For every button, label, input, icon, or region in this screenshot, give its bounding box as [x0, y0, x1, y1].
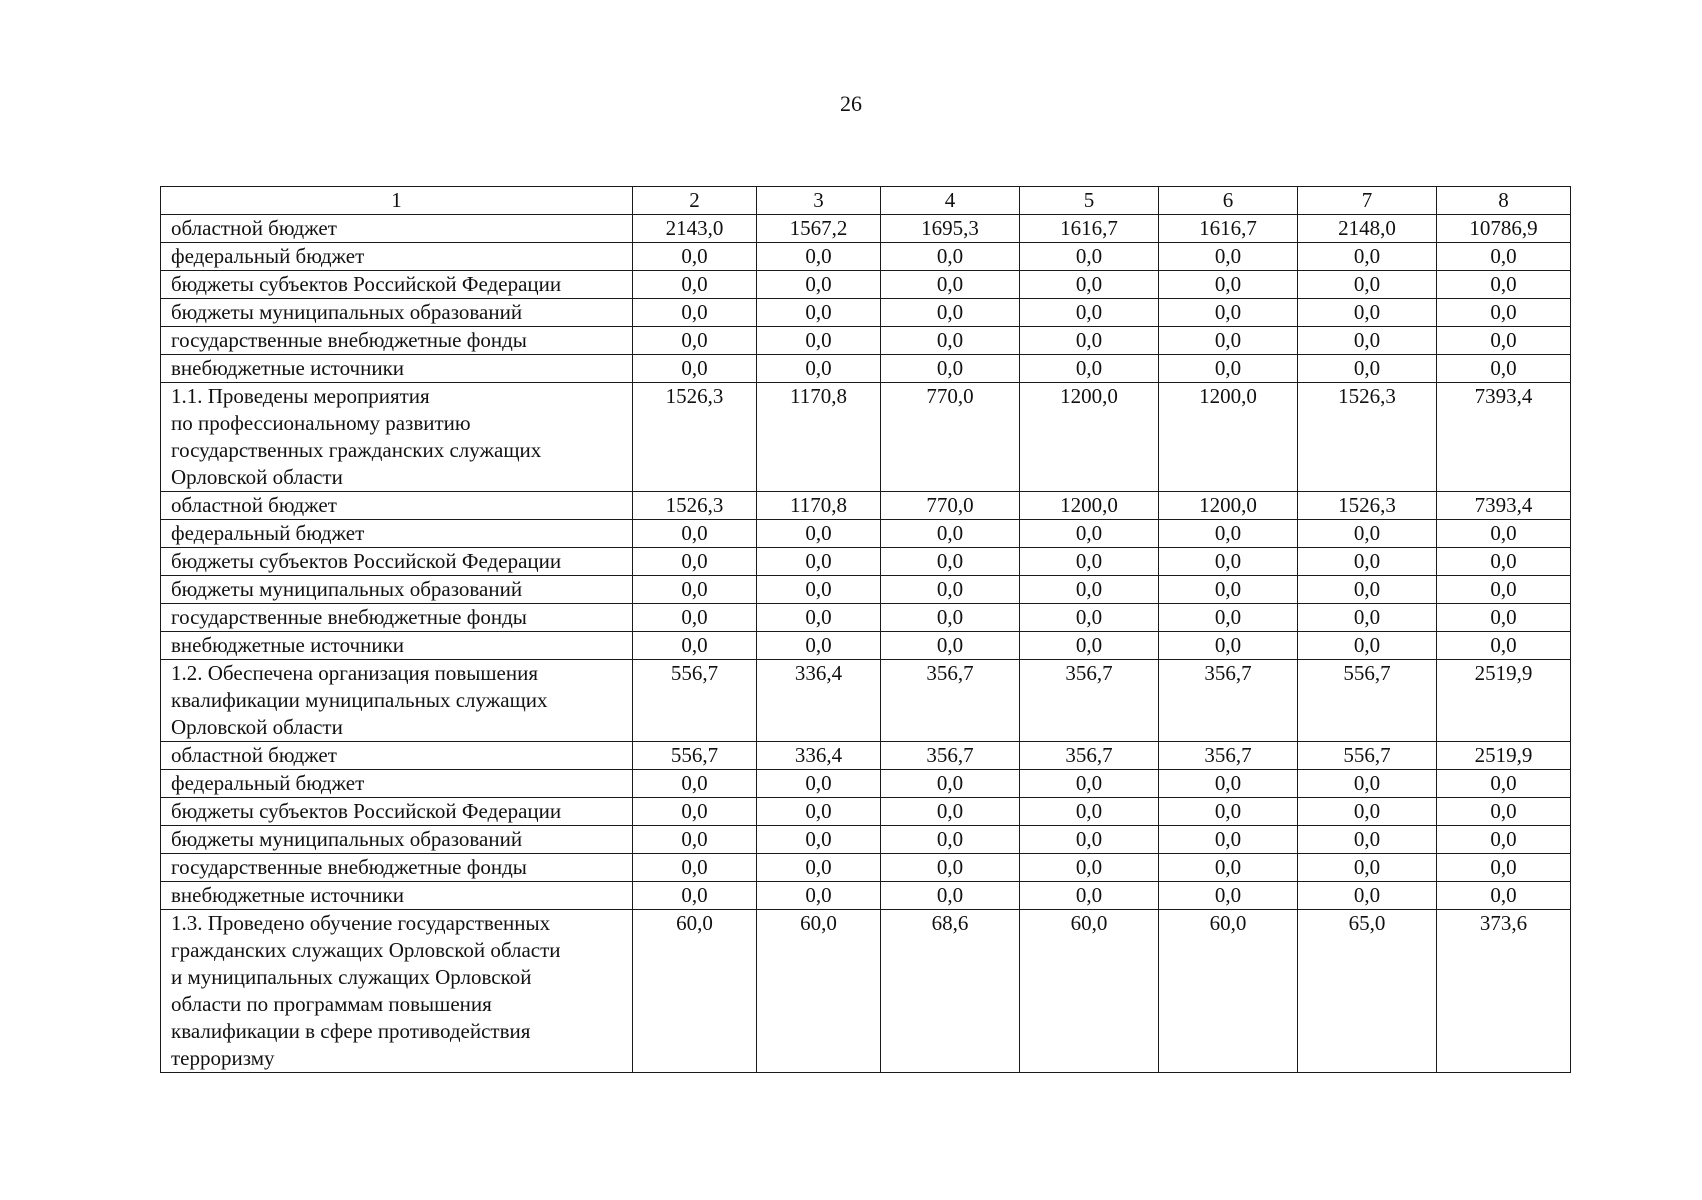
- value-cell: 7393,4: [1437, 383, 1571, 492]
- value-cell: 0,0: [757, 271, 881, 299]
- value-cell: 1526,3: [1298, 492, 1437, 520]
- value-cell: 0,0: [633, 854, 757, 882]
- value-cell: 0,0: [633, 299, 757, 327]
- row-label: [171, 271, 628, 298]
- value-cell: 0,0: [757, 770, 881, 798]
- row-label-line: федеральный бюджет: [171, 521, 365, 545]
- column-header: 2: [633, 187, 757, 215]
- value-cell: 60,0: [1159, 910, 1298, 1073]
- value-cell: 0,0: [757, 576, 881, 604]
- row-label: [171, 854, 628, 881]
- value-cell: 0,0: [1020, 854, 1159, 882]
- value-cell: 556,7: [633, 660, 757, 742]
- value-cell: 0,0: [1437, 826, 1571, 854]
- value-cell: 0,0: [633, 243, 757, 271]
- value-cell: 0,0: [1298, 882, 1437, 910]
- value-cell: 0,0: [1020, 882, 1159, 910]
- value-cell: 356,7: [1159, 660, 1298, 742]
- value-cell: 0,0: [1298, 576, 1437, 604]
- row-label: [171, 299, 628, 326]
- value-cell: 0,0: [1437, 355, 1571, 383]
- table-header-row: [161, 187, 1571, 215]
- value-cell: 60,0: [757, 910, 881, 1073]
- row-label-cell: [161, 798, 633, 826]
- value-cell: 10786,9: [1437, 215, 1571, 243]
- value-cell: 0,0: [633, 271, 757, 299]
- row-label: [171, 520, 628, 547]
- value-cell: 60,0: [1020, 910, 1159, 1073]
- column-header: 3: [757, 187, 881, 215]
- row-label-line: внебюджетные источники: [171, 356, 405, 380]
- value-cell: 1567,2: [757, 215, 881, 243]
- value-cell: 0,0: [1298, 826, 1437, 854]
- table-body: [161, 187, 1571, 1073]
- value-cell: 0,0: [1437, 632, 1571, 660]
- table-row: [161, 632, 1571, 660]
- value-cell: 0,0: [881, 327, 1020, 355]
- value-cell: 65,0: [1298, 910, 1437, 1073]
- row-label-cell: [161, 215, 633, 243]
- value-cell: 1695,3: [881, 215, 1020, 243]
- value-cell: 770,0: [881, 383, 1020, 492]
- value-cell: 0,0: [1298, 299, 1437, 327]
- row-label-line: и муниципальных служащих Орловской: [171, 965, 532, 989]
- value-cell: 1616,7: [1020, 215, 1159, 243]
- value-cell: 0,0: [633, 327, 757, 355]
- value-cell: 0,0: [633, 355, 757, 383]
- value-cell: 0,0: [757, 604, 881, 632]
- row-label-line: бюджеты субъектов Российской Федерации: [171, 799, 562, 823]
- table-row: [161, 604, 1571, 632]
- value-cell: 0,0: [1159, 770, 1298, 798]
- budget-table: [160, 186, 1571, 1073]
- value-cell: 0,0: [757, 826, 881, 854]
- value-cell: 356,7: [881, 660, 1020, 742]
- row-label-cell: [161, 826, 633, 854]
- row-label: [171, 910, 628, 1072]
- value-cell: 0,0: [757, 327, 881, 355]
- value-cell: 1526,3: [1298, 383, 1437, 492]
- column-header: 7: [1298, 187, 1437, 215]
- value-cell: 373,6: [1437, 910, 1571, 1073]
- value-cell: 0,0: [881, 299, 1020, 327]
- row-label-line: 1.3. Проведено обучение государственных: [171, 911, 551, 935]
- value-cell: 0,0: [1159, 327, 1298, 355]
- value-cell: 0,0: [1437, 327, 1571, 355]
- value-cell: 0,0: [1437, 520, 1571, 548]
- row-label: [171, 660, 628, 741]
- value-cell: 0,0: [1437, 576, 1571, 604]
- value-cell: 0,0: [633, 798, 757, 826]
- value-cell: 2143,0: [633, 215, 757, 243]
- value-cell: 0,0: [757, 632, 881, 660]
- table-row: [161, 548, 1571, 576]
- value-cell: 60,0: [633, 910, 757, 1073]
- row-label: [171, 492, 628, 519]
- row-label-cell: [161, 383, 633, 492]
- value-cell: 0,0: [1020, 299, 1159, 327]
- column-header: 8: [1437, 187, 1571, 215]
- row-label-line: 1.1. Проведены мероприятия: [171, 384, 430, 408]
- value-cell: 0,0: [633, 520, 757, 548]
- value-cell: 0,0: [1020, 632, 1159, 660]
- value-cell: 0,0: [757, 854, 881, 882]
- row-label-line: государственных гражданских служащих: [171, 438, 542, 462]
- value-cell: 0,0: [1020, 271, 1159, 299]
- page-number: 26: [840, 91, 862, 116]
- value-cell: 0,0: [1159, 604, 1298, 632]
- value-cell: 0,0: [1159, 826, 1298, 854]
- value-cell: 0,0: [881, 548, 1020, 576]
- row-label-cell: [161, 742, 633, 770]
- value-cell: 556,7: [1298, 742, 1437, 770]
- value-cell: 0,0: [1159, 271, 1298, 299]
- value-cell: 0,0: [1298, 632, 1437, 660]
- value-cell: 0,0: [1437, 770, 1571, 798]
- value-cell: 0,0: [881, 882, 1020, 910]
- table-row: [161, 383, 1571, 492]
- value-cell: 0,0: [1020, 548, 1159, 576]
- value-cell: 0,0: [1298, 854, 1437, 882]
- row-label-line: областной бюджет: [171, 493, 337, 517]
- column-header: 6: [1159, 187, 1298, 215]
- value-cell: 0,0: [757, 243, 881, 271]
- value-cell: 0,0: [1437, 882, 1571, 910]
- table-row: [161, 520, 1571, 548]
- value-cell: 336,4: [757, 742, 881, 770]
- value-cell: 0,0: [1437, 604, 1571, 632]
- value-cell: 0,0: [1298, 355, 1437, 383]
- row-label-cell: [161, 770, 633, 798]
- value-cell: 0,0: [881, 798, 1020, 826]
- value-cell: 356,7: [1159, 742, 1298, 770]
- row-label-cell: [161, 660, 633, 742]
- row-label-line: бюджеты муниципальных образований: [171, 577, 523, 601]
- value-cell: 1200,0: [1159, 492, 1298, 520]
- value-cell: 0,0: [633, 770, 757, 798]
- value-cell: 0,0: [1020, 798, 1159, 826]
- table-row: [161, 243, 1571, 271]
- value-cell: 0,0: [1020, 576, 1159, 604]
- value-cell: 356,7: [881, 742, 1020, 770]
- value-cell: 0,0: [1159, 520, 1298, 548]
- row-label: [171, 327, 628, 354]
- column-header: 5: [1020, 187, 1159, 215]
- value-cell: 0,0: [881, 576, 1020, 604]
- row-label-line: квалификации в сфере противодействия: [171, 1019, 531, 1043]
- table-row: [161, 826, 1571, 854]
- row-label-cell: [161, 576, 633, 604]
- row-label-cell: [161, 520, 633, 548]
- value-cell: 356,7: [1020, 660, 1159, 742]
- row-label-line: терроризму: [171, 1046, 275, 1070]
- value-cell: 0,0: [1298, 548, 1437, 576]
- row-label-cell: [161, 492, 633, 520]
- row-label-line: квалификации муниципальных служащих: [171, 688, 548, 712]
- value-cell: 0,0: [881, 520, 1020, 548]
- row-label-line: внебюджетные источники: [171, 883, 405, 907]
- row-label-line: государственные внебюджетные фонды: [171, 855, 527, 879]
- value-cell: 0,0: [757, 548, 881, 576]
- value-cell: 556,7: [1298, 660, 1437, 742]
- value-cell: 0,0: [1159, 854, 1298, 882]
- row-label-line: государственные внебюджетные фонды: [171, 328, 527, 352]
- value-cell: 0,0: [1020, 327, 1159, 355]
- row-label-line: бюджеты субъектов Российской Федерации: [171, 272, 562, 296]
- value-cell: 0,0: [1298, 520, 1437, 548]
- value-cell: 0,0: [1298, 604, 1437, 632]
- value-cell: 0,0: [881, 770, 1020, 798]
- row-label: [171, 742, 628, 769]
- row-label-line: внебюджетные источники: [171, 633, 405, 657]
- row-label: [171, 826, 628, 853]
- row-label: [171, 548, 628, 575]
- row-label-line: по профессиональному развитию: [171, 411, 471, 435]
- row-label-cell: [161, 243, 633, 271]
- value-cell: 1616,7: [1159, 215, 1298, 243]
- value-cell: 0,0: [757, 882, 881, 910]
- row-label-line: областной бюджет: [171, 743, 337, 767]
- row-label-line: Орловской области: [171, 715, 343, 739]
- row-label: [171, 770, 628, 797]
- value-cell: 0,0: [1437, 299, 1571, 327]
- table-row: [161, 327, 1571, 355]
- value-cell: 0,0: [881, 632, 1020, 660]
- row-label-line: области по программам повышения: [171, 992, 492, 1016]
- table-row: [161, 910, 1571, 1073]
- row-label-cell: [161, 299, 633, 327]
- row-label: [171, 355, 628, 382]
- value-cell: 0,0: [633, 576, 757, 604]
- table-row: [161, 742, 1571, 770]
- row-label-line: 1.2. Обеспечена организация повышения: [171, 661, 539, 685]
- value-cell: 0,0: [1159, 798, 1298, 826]
- value-cell: 0,0: [1437, 271, 1571, 299]
- table-row: [161, 854, 1571, 882]
- value-cell: 0,0: [1159, 548, 1298, 576]
- row-label-cell: [161, 882, 633, 910]
- column-header: 4: [881, 187, 1020, 215]
- value-cell: 0,0: [633, 826, 757, 854]
- table-row: [161, 798, 1571, 826]
- row-label: [171, 383, 628, 491]
- value-cell: 0,0: [1437, 548, 1571, 576]
- row-label-cell: [161, 271, 633, 299]
- row-label: [171, 576, 628, 603]
- value-cell: 1200,0: [1020, 492, 1159, 520]
- table-row: [161, 215, 1571, 243]
- value-cell: 0,0: [757, 299, 881, 327]
- value-cell: 0,0: [633, 604, 757, 632]
- value-cell: 0,0: [1159, 355, 1298, 383]
- row-label-line: гражданских служащих Орловской области: [171, 938, 561, 962]
- value-cell: 0,0: [1020, 826, 1159, 854]
- value-cell: 2519,9: [1437, 660, 1571, 742]
- row-label-cell: [161, 355, 633, 383]
- row-label-line: бюджеты муниципальных образований: [171, 300, 523, 324]
- value-cell: 0,0: [1298, 327, 1437, 355]
- value-cell: 0,0: [1020, 243, 1159, 271]
- value-cell: 336,4: [757, 660, 881, 742]
- value-cell: 1526,3: [633, 383, 757, 492]
- row-label: [171, 632, 628, 659]
- row-label-line: областной бюджет: [171, 216, 337, 240]
- value-cell: 0,0: [1159, 632, 1298, 660]
- value-cell: 0,0: [1298, 798, 1437, 826]
- row-label: [171, 882, 628, 909]
- row-label-line: бюджеты муниципальных образований: [171, 827, 523, 851]
- value-cell: 0,0: [1020, 770, 1159, 798]
- value-cell: 68,6: [881, 910, 1020, 1073]
- table-row: [161, 882, 1571, 910]
- value-cell: 1170,8: [757, 383, 881, 492]
- value-cell: 2519,9: [1437, 742, 1571, 770]
- row-label: [171, 798, 628, 825]
- value-cell: 0,0: [1020, 604, 1159, 632]
- table-row: [161, 299, 1571, 327]
- value-cell: 0,0: [757, 355, 881, 383]
- row-label-line: федеральный бюджет: [171, 244, 365, 268]
- value-cell: 0,0: [1298, 271, 1437, 299]
- row-label-cell: [161, 604, 633, 632]
- row-label-cell: [161, 910, 633, 1073]
- value-cell: 0,0: [633, 548, 757, 576]
- value-cell: 0,0: [881, 355, 1020, 383]
- value-cell: 0,0: [1159, 243, 1298, 271]
- row-label: [171, 215, 628, 242]
- table-row: [161, 660, 1571, 742]
- table-row: [161, 355, 1571, 383]
- value-cell: 0,0: [757, 798, 881, 826]
- row-label-cell: [161, 854, 633, 882]
- table-row: [161, 492, 1571, 520]
- value-cell: 0,0: [881, 243, 1020, 271]
- value-cell: 0,0: [1159, 576, 1298, 604]
- value-cell: 556,7: [633, 742, 757, 770]
- value-cell: 0,0: [881, 826, 1020, 854]
- column-header: 1: [161, 187, 633, 215]
- value-cell: 0,0: [757, 520, 881, 548]
- value-cell: 770,0: [881, 492, 1020, 520]
- value-cell: 0,0: [881, 854, 1020, 882]
- value-cell: 0,0: [1159, 299, 1298, 327]
- value-cell: 0,0: [1437, 798, 1571, 826]
- table-row: [161, 271, 1571, 299]
- value-cell: 0,0: [1020, 520, 1159, 548]
- row-label-line: государственные внебюджетные фонды: [171, 605, 527, 629]
- row-label-line: бюджеты субъектов Российской Федерации: [171, 549, 562, 573]
- row-label-cell: [161, 327, 633, 355]
- table-row: [161, 576, 1571, 604]
- row-label-line: федеральный бюджет: [171, 771, 365, 795]
- value-cell: 1170,8: [757, 492, 881, 520]
- value-cell: 0,0: [1437, 243, 1571, 271]
- table-row: [161, 770, 1571, 798]
- value-cell: 1526,3: [633, 492, 757, 520]
- row-label-line: Орловской области: [171, 465, 343, 489]
- value-cell: 356,7: [1020, 742, 1159, 770]
- value-cell: 0,0: [633, 632, 757, 660]
- row-label-cell: [161, 632, 633, 660]
- value-cell: 0,0: [1298, 770, 1437, 798]
- value-cell: 2148,0: [1298, 215, 1437, 243]
- row-label: [171, 604, 628, 631]
- value-cell: 0,0: [1298, 243, 1437, 271]
- row-label-cell: [161, 548, 633, 576]
- value-cell: 0,0: [1020, 355, 1159, 383]
- value-cell: 1200,0: [1020, 383, 1159, 492]
- value-cell: 0,0: [1437, 854, 1571, 882]
- value-cell: 0,0: [633, 882, 757, 910]
- row-label: [171, 243, 628, 270]
- value-cell: 0,0: [881, 271, 1020, 299]
- value-cell: 0,0: [1159, 882, 1298, 910]
- value-cell: 1200,0: [1159, 383, 1298, 492]
- value-cell: 0,0: [881, 604, 1020, 632]
- value-cell: 7393,4: [1437, 492, 1571, 520]
